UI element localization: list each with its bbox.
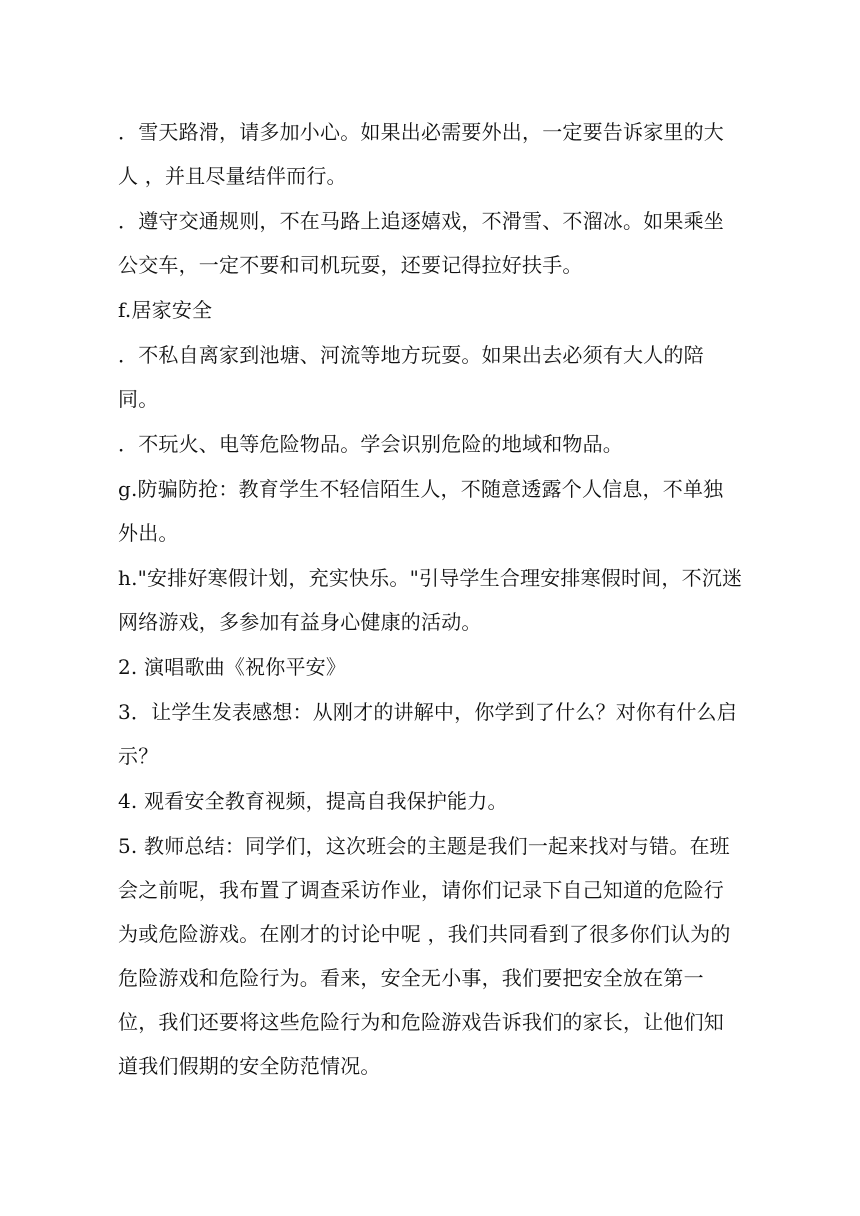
paragraph-snow-safety: ．雪天路滑，请多加小心。如果出必需要外出，一定要告诉家里的大人 ，并且尽量结伴而行。 [118, 120, 724, 188]
heading-home-safety: f.居家安全 [118, 298, 213, 322]
paragraph-fire-electric: ．不玩火、电等危险物品。学会识别危险的地域和物品。 [118, 432, 623, 456]
paragraph-share-thoughts: 3．让学生发表感想：从刚才的讲解中，你学到了什么？对你有什么启示？ [118, 700, 737, 768]
paragraph-sing-song: 2. 演唱歌曲《祝你平安》 [118, 655, 347, 679]
paragraph-holiday-plan: h."安排好寒假计划，充实快乐。"引导学生合理安排寒假时间，不沉迷网络游戏，多参加有益身心健康的活动。 [118, 566, 743, 634]
paragraph-teacher-summary: 5. 教师总结：同学们，这次班会的主题是我们一起来找对与错。在班会之前呢，我布置了调查采访作业，请你们记录下自己知道的危险行为或危险游戏。在刚才的讨论中呢 ，我们共同看到了很多你们认为的危险游戏和危险行为。看来，安全无小事，我们要把安全放在第一位，我们还要将这些危险行为和危险游戏告诉我们的家长，让他们知道我们假期的安全防范情况。 [118, 834, 731, 1078]
paragraph-traffic-rules: ．遵守交通规则，不在马路上追逐嬉戏，不滑雪、不溜冰。如果乘坐公交车，一定不要和司机玩耍，还要记得拉好扶手。 [118, 209, 724, 277]
paragraph-no-leaving-home: ．不私自离家到池塘、河流等地方玩耍。如果出去必须有大人的陪同。 [118, 343, 704, 411]
document-body [118, 110, 743, 1089]
paragraph-anti-fraud: g.防骗防抢：教育学生不轻信陌生人，不随意透露个人信息，不单独外出。 [118, 477, 724, 545]
paragraph-watch-video: 4. 观看安全教育视频，提高自我保护能力。 [118, 789, 508, 813]
